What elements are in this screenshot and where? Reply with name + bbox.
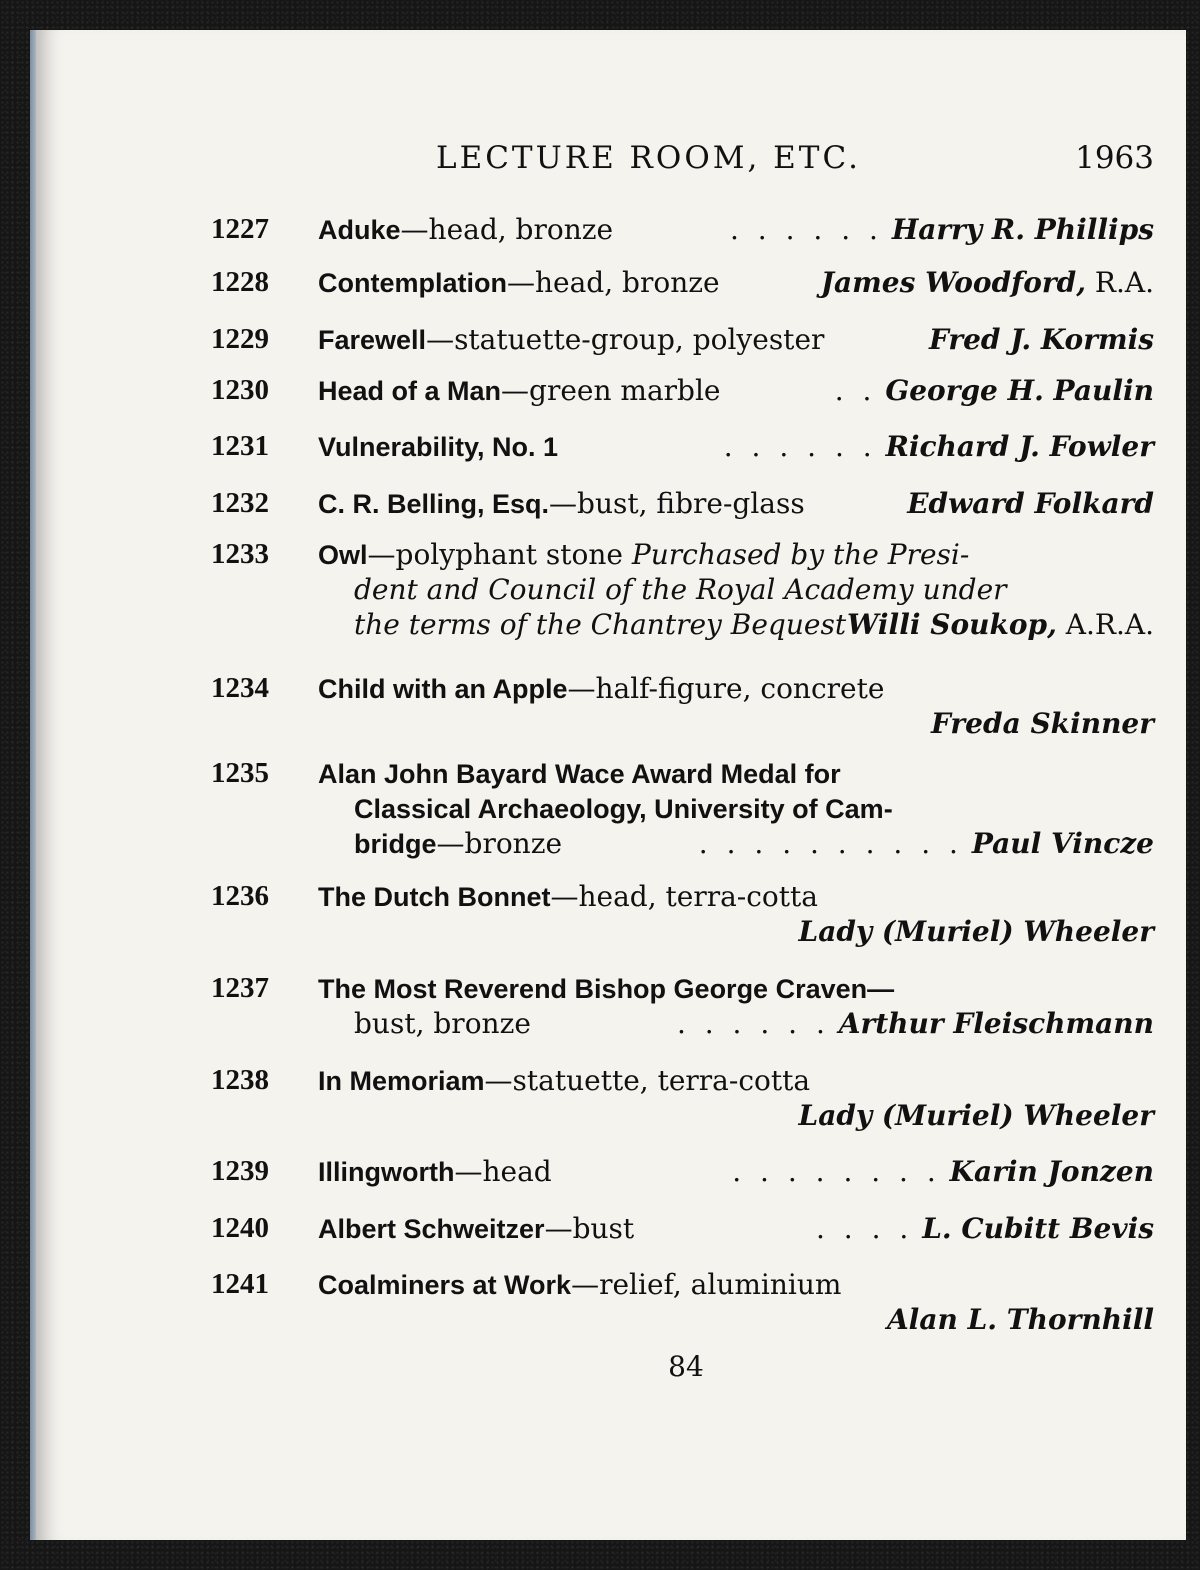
entry-title: C. R. Belling, Esq. [318,489,550,519]
entry-artist: Richard J. Fowler [885,430,1154,463]
entry-artist: Arthur Fleischmann [838,1007,1154,1040]
artist-suffix: A.R.A. [1056,608,1154,641]
entry-description: —head, bronze [400,213,614,246]
entry-description: —statuette-group, polyester [426,323,825,356]
entry-description: —half-figure, concrete [567,672,885,705]
entry-number: 1232 [211,487,269,519]
entry-artist: Fred J. Kormis [928,323,1154,356]
entry-artist: L. Cubitt Bevis [922,1212,1154,1245]
entry-number: 1240 [211,1212,269,1244]
entry-number: 1241 [211,1268,269,1300]
dot-leader: . . . . . . [723,430,877,463]
purchase-note-line-2: dent and Council of the Royal Academy under [354,573,1007,606]
dot-leader: . . . . . . . . . . [698,827,963,860]
dot-leader: . . . . [815,1212,914,1245]
entry-title: In Memoriam [318,1066,485,1096]
entry-description: bust, bronze [354,1007,531,1040]
entry-title: Aduke [318,215,401,245]
dot-leader: . . . . . . [676,1007,830,1040]
entry-artist: Edward Folkard [907,487,1154,520]
entry-number: 1233 [211,538,269,570]
entry-number: 1237 [211,972,269,1004]
entry-number: 1235 [211,757,269,789]
running-head-year: 1963 [1075,140,1154,176]
entry-title: The Dutch Bonnet [318,882,551,912]
entry-description: —polyphant stone [367,538,623,571]
entry-description: —bust [544,1212,635,1245]
entry-artist: Lady (Muriel) Wheeler [798,915,1154,948]
purchase-note-line-3: the terms of the Chantrey Bequest [354,608,847,641]
entry-artist: Willi Soukop, [846,608,1057,641]
entry-number: 1230 [211,374,269,406]
purchase-note-line-1: Purchased by the Presi- [631,538,970,571]
entry-number: 1238 [211,1064,269,1096]
entry-artist: Harry R. Phillips [891,213,1154,246]
entry-description: —bust, fibre-glass [549,487,805,520]
running-head-title: LECTURE ROOM, ETC. [436,140,861,176]
entry-title-line-1: Alan John Bayard Wace Award Medal for [318,759,841,789]
entry-artist: George H. Paulin [885,374,1154,407]
entry-artist: Freda Skinner [931,707,1154,740]
entry-number: 1229 [211,323,269,355]
entry-title: The Most Reverend Bishop George Craven— [318,974,895,1004]
entry-title-line-2: Classical Archaeology, University of Cam- [354,794,893,824]
dot-leader: . . [834,374,877,407]
artist-suffix: R.A. [1085,266,1154,299]
entry-number: 1234 [211,672,269,704]
entry-title: Contemplation [318,268,507,298]
entry-title: Albert Schweitzer [318,1214,545,1244]
entry-artist: Karin Jonzen [949,1155,1154,1188]
entry-title: Illingworth [318,1157,455,1187]
entry-description: —bronze [436,827,563,860]
entry-title: Child with an Apple [318,674,568,704]
entry-title: Head of a Man [318,376,502,406]
entry-description: —relief, aluminium [571,1268,842,1301]
entry-description: —head, terra-cotta [550,880,818,913]
entry-artist: Alan L. Thornhill [886,1303,1154,1336]
entry-artist: Lady (Muriel) Wheeler [798,1099,1154,1132]
entry-description: —statuette, terra-cotta [484,1064,811,1097]
entry-artist: James Woodford, [820,266,1086,299]
entry-number: 1231 [211,430,269,462]
entry-title: Vulnerability, No. 1 [318,432,559,462]
entry-title: Owl [318,540,368,570]
entry-number: 1227 [211,213,269,245]
catalogue-page [36,30,1186,1540]
entry-description: —head, bronze [507,266,720,299]
entry-description: —head [454,1155,552,1188]
entry-number: 1239 [211,1155,269,1187]
entry-number: 1228 [211,266,269,298]
dot-leader: . . . . . . [730,213,883,246]
entry-title: Farewell [318,325,427,355]
entry-title-line-3: bridge [354,829,437,859]
entry-artist: Paul Vincze [971,827,1154,860]
entry-number: 1236 [211,880,269,912]
entry-title: Coalminers at Work [318,1270,572,1300]
dot-leader: . . . . . . . . [732,1155,941,1188]
entry-description: —green marble [501,374,721,407]
page-number: 84 [668,1350,704,1383]
